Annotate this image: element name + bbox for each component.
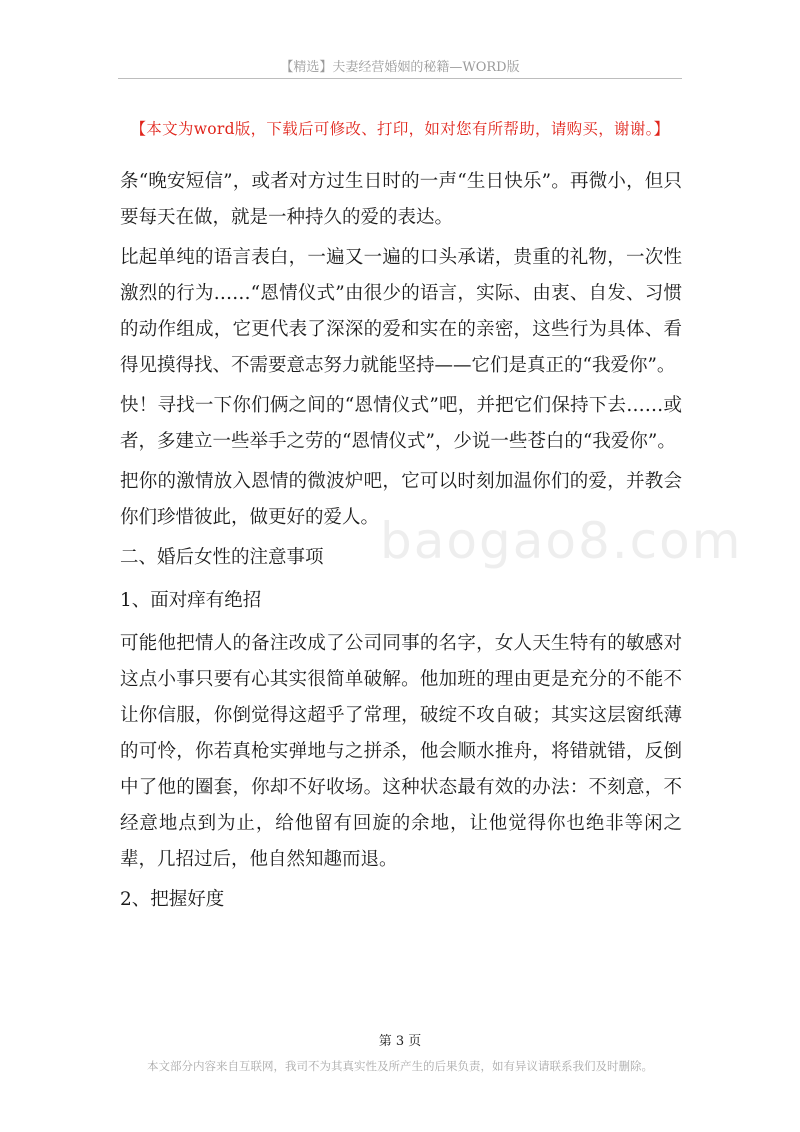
- paragraph: 快！寻找一下你们俩之间的“恩情仪式”吧，并把它们保持下去……或者，多建立一些举手之劳的“恩情仪式”，少说一些苍白的“我爱你”。: [120, 395, 682, 452]
- disclaimer-footer: 本文部分内容来自互联网，我司不为其真实性及所产生的后果负责，如有异议请联系我们及时删除。: [147, 1059, 653, 1073]
- header-divider: [118, 78, 682, 79]
- paragraph: 比起单纯的语言表白，一遍又一遍的口头承诺，贵重的礼物，一次性激烈的行为……“恩情仪式”由很少的语言，实际、由衷、自发、习惯的动作组成，它更代表了深深的爱和实在的亲密，这些行为具体、看得见摸得找、不需要意志努力就能坚持——它们是真正的“我爱你”。: [120, 247, 682, 376]
- section-heading: 二、婚后女性的注意事项: [120, 547, 324, 568]
- paragraph: 可能他把情人的备注改成了公司同事的名字，女人天生特有的敏感对这点小事只要有心其实很简单破解。他加班的理由更是充分的不能不让你信服，你倒觉得这超乎了常理，破绽不攻自破；其实这层窗纸薄的可怜，你若真枪实弹地与之拼杀，他会顺水推舟，将错就错，反倒中了他的圈套，你却不好收场。这种状态最有效的办法：不刻意，不经意地点到为止，给他留有回旋的余地，让他觉得你也绝非等闲之辈，几招过后，他自然知趣而退。: [120, 633, 682, 870]
- document-body: [120, 164, 682, 925]
- watermark: baogao8.com: [380, 512, 743, 570]
- subsection-heading: 1、面对痒有绝招: [120, 590, 262, 611]
- paragraph: 把你的激情放入恩情的微波炉吧，它可以时刻加温你们的爱，并教会你们珍惜彼此，做更好的爱人。: [120, 471, 682, 528]
- page-number: 第 3 页: [378, 1034, 422, 1049]
- document-header: 【精选】夫妻经营婚姻的秘籍—WORD版: [280, 60, 520, 75]
- paragraph: 条“晚安短信”，或者对方过生日时的一声“生日快乐”。再微小，但只要每天在做，就是一种持久的爱的表达。: [120, 171, 682, 228]
- subsection-heading: 2、把握好度: [120, 889, 225, 910]
- purchase-notice: 【本文为word版，下载后可修改、打印，如对您有所帮助，请购买，谢谢。】: [130, 120, 670, 138]
